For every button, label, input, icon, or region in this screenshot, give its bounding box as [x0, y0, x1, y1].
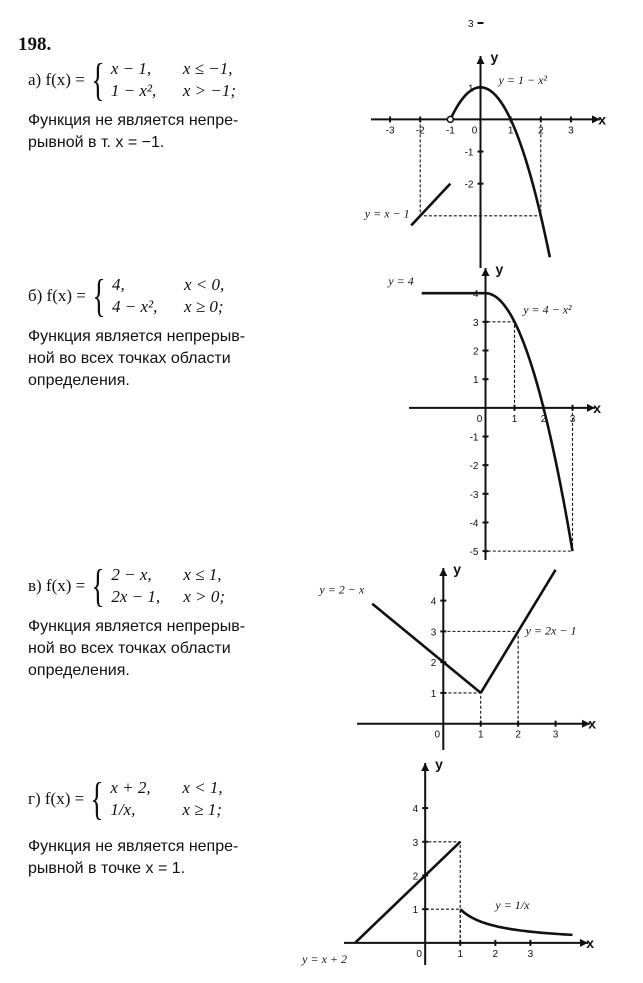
part-a — [28, 56, 303, 154]
graph-d — [302, 756, 598, 967]
case-expr: 1/x, — [110, 800, 136, 819]
y-tick-label: 4 — [472, 289, 479, 301]
series-label: y = 4 − x² — [523, 302, 572, 317]
brace-icon: { — [90, 773, 104, 824]
x-tick-label: 1 — [477, 729, 484, 741]
part-description — [28, 110, 303, 154]
series-label: y = x − 1 — [364, 206, 410, 221]
y-tick-label: 1 — [430, 688, 437, 700]
case-expr: 1 − x², — [110, 81, 157, 100]
y-axis-label: y — [490, 49, 499, 65]
guide-line — [486, 322, 515, 408]
desc-line: Функция не является непре- — [28, 112, 239, 129]
part-b — [28, 272, 303, 392]
series-label: y = x + 2 — [302, 951, 348, 966]
x-tick-label: 2 — [515, 729, 521, 741]
y-arrow-icon — [439, 568, 447, 576]
x-tick-label: -3 — [385, 125, 395, 137]
x-tick-label: 2 — [538, 125, 544, 137]
y-tick-label: 3 — [467, 19, 474, 31]
case-expr: 2x − 1, — [111, 587, 161, 606]
x-tick-label: -2 — [415, 125, 425, 137]
series-label: y = 2x − 1 — [525, 623, 577, 638]
part-description — [28, 616, 303, 682]
x-tick-label: 0 — [476, 413, 483, 425]
open-point — [447, 116, 453, 122]
desc-line: ной во всех точках области — [28, 640, 231, 657]
y-tick-label: 2 — [472, 346, 479, 358]
y-tick-label: -5 — [469, 547, 479, 559]
y-tick-label: 4 — [430, 596, 437, 608]
y-tick-label: 1 — [412, 905, 419, 917]
case-expr: 4, — [111, 275, 125, 294]
graph-a — [355, 19, 610, 270]
y-arrow-icon — [482, 268, 490, 276]
x-tick-label: 2 — [492, 948, 499, 960]
brace-icon: { — [91, 560, 105, 611]
case-cond: x ≥ 1; — [182, 800, 222, 819]
y-tick-label: -3 — [469, 489, 479, 501]
x-tick-label: 0 — [434, 729, 441, 741]
case-cond: x ≤ 1, — [183, 565, 222, 584]
x-tick-label: -1 — [445, 125, 455, 137]
y-tick-label: -1 — [464, 147, 474, 159]
y-tick-label: -2 — [469, 461, 479, 473]
y-tick-label: 3 — [430, 627, 437, 639]
y-axis-label: y — [495, 261, 504, 277]
series-label: y = 1 − x² — [498, 73, 548, 88]
x-axis-label: x — [598, 111, 606, 128]
case-cond: x > −1; — [182, 81, 237, 100]
y-tick-label: 4 — [412, 804, 419, 816]
guide-line — [425, 909, 460, 943]
x-tick-label: 3 — [527, 948, 534, 960]
x-axis-label: x — [593, 399, 601, 416]
desc-line: определения. — [28, 662, 130, 679]
case-cond: x > 0; — [183, 587, 226, 606]
brace-icon: { — [91, 54, 105, 105]
part-c — [28, 562, 303, 682]
desc-line: ной во всех точках области — [28, 350, 231, 367]
case-expr: x + 2, — [110, 778, 151, 797]
formula-lead: г) f(x) = — [28, 789, 85, 808]
series-label: y = 4 — [388, 274, 414, 289]
desc-line: Функция не является непре- — [28, 838, 239, 855]
series-line — [486, 293, 573, 551]
graph-b — [388, 261, 605, 562]
x-tick-label: 1 — [507, 125, 514, 137]
desc-line: рывной в точке x = 1. — [28, 860, 186, 877]
series-line — [372, 604, 480, 693]
desc-line: рывной в т. x = −1. — [28, 134, 165, 151]
series-label: y = 2 − x — [319, 582, 365, 597]
problem-number: 198. — [18, 34, 52, 55]
case-cond: x < 1, — [182, 778, 223, 797]
part-d — [28, 768, 303, 880]
formula-b — [28, 272, 303, 320]
y-tick-label: -2 — [464, 179, 474, 191]
y-axis-label: y — [453, 561, 462, 577]
guide-line — [443, 693, 480, 724]
y-tick-label: 1 — [467, 83, 474, 95]
series-label: y = 1/x — [495, 898, 530, 913]
y-arrow-icon — [421, 763, 429, 771]
formula-lead: б) f(x) = — [28, 286, 86, 305]
x-tick-label: 2 — [540, 413, 547, 425]
desc-line: Функция является непрерыв- — [28, 328, 246, 345]
case-expr: 4 − x², — [111, 297, 158, 316]
case-expr: x − 1, — [110, 59, 152, 78]
part-description — [28, 326, 303, 392]
x-axis-label: x — [588, 715, 596, 732]
series-line — [460, 909, 572, 935]
case-cond: x < 0, — [183, 275, 225, 294]
y-tick-label: 2 — [412, 871, 419, 883]
y-arrow-icon — [477, 56, 485, 64]
part-description — [28, 836, 303, 880]
case-cond: x ≤ −1, — [182, 59, 233, 78]
x-axis-label: x — [586, 934, 594, 951]
desc-line: определения. — [28, 372, 130, 389]
x-tick-label: 1 — [511, 413, 518, 425]
x-tick-label: 1 — [457, 948, 464, 960]
formula-d — [28, 768, 303, 830]
y-tick-label: -4 — [469, 518, 479, 530]
case-cond: x ≥ 0; — [183, 297, 224, 316]
y-tick-label: 2 — [430, 658, 437, 670]
x-tick-label: 0 — [416, 948, 422, 960]
x-tick-label: 0 — [471, 125, 478, 137]
x-tick-label: 3 — [568, 125, 574, 137]
formula-lead: а) f(x) = — [28, 70, 85, 89]
series-line — [355, 842, 460, 943]
series-line — [411, 184, 450, 226]
formula-c — [28, 562, 303, 610]
y-tick-label: -1 — [469, 432, 479, 444]
guide-line — [443, 631, 518, 723]
y-tick-label: 3 — [472, 317, 479, 329]
case-expr: 2 − x, — [111, 565, 152, 584]
x-tick-label: 3 — [569, 413, 576, 425]
y-axis-label: y — [435, 756, 443, 772]
desc-line: Функция является непрерыв- — [28, 618, 246, 635]
series-line — [450, 87, 549, 257]
graph-c — [319, 561, 600, 752]
x-tick-label: 3 — [552, 729, 559, 741]
y-tick-label: 3 — [412, 837, 419, 849]
formula-a — [28, 56, 303, 104]
formula-lead: в) f(x) = — [28, 576, 86, 595]
brace-icon: { — [92, 270, 106, 321]
y-tick-label: 1 — [472, 375, 479, 387]
